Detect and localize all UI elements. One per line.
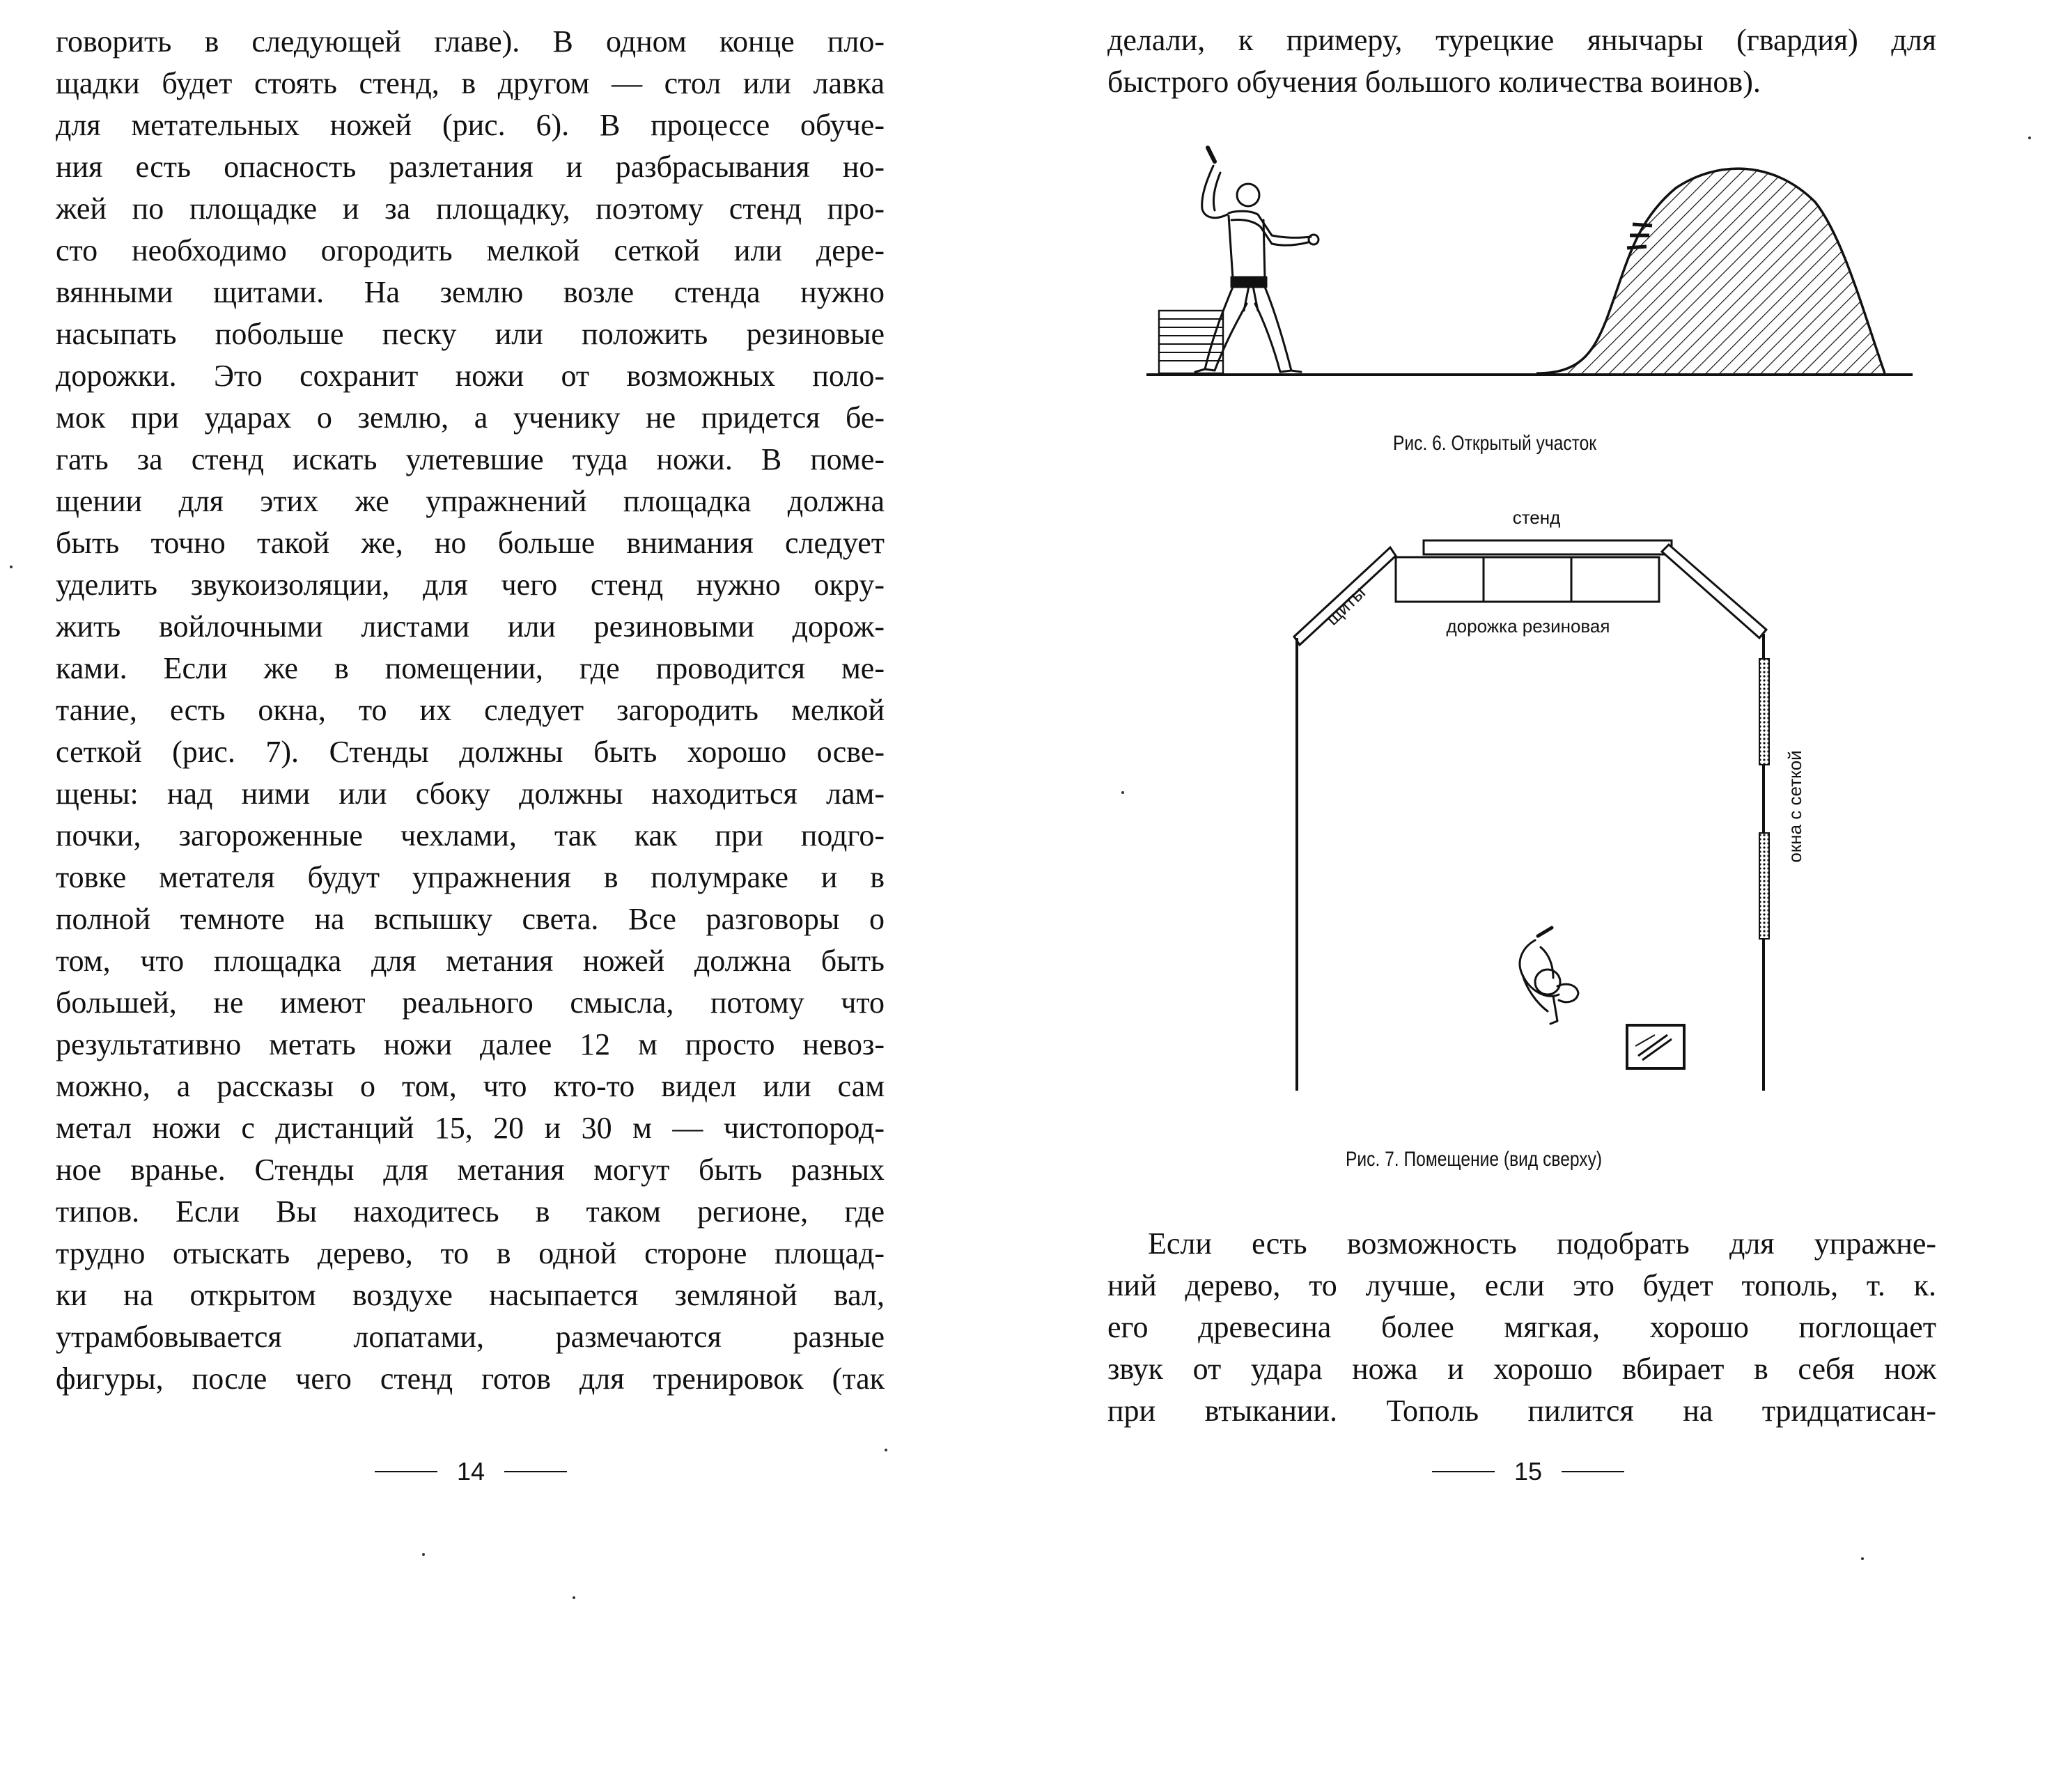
text-line: утрамбовывается лопатами, размечаются разные <box>56 1320 885 1354</box>
text-line: вянными щитами. На землю возле стенда нужно <box>56 275 885 309</box>
text-line: жить войлочными листами или резиновыми дорож- <box>56 609 885 644</box>
text-line: делали, к примеру, турецкие янычары (гвардия) для <box>1107 23 1936 57</box>
text-line: его древесина более мягкая, хорошо поглощает <box>1107 1310 1936 1344</box>
scan-speck <box>2028 137 2031 139</box>
text-line: типов. Если Вы находитесь в таком регионе, где <box>56 1194 885 1229</box>
text-line: мок при ударах о землю, а ученику не придется бе- <box>56 400 885 435</box>
figure-6-open-area <box>1146 146 1940 397</box>
scan-speck <box>573 1596 575 1599</box>
scan-speck <box>422 1553 425 1556</box>
text-line: ное вранье. Стенды для метания могут быть разных <box>56 1153 885 1187</box>
right-page-top-text <box>1107 20 1936 103</box>
knife-thrower-figure-icon <box>1195 148 1318 372</box>
scan-speck <box>885 1449 887 1451</box>
earth-mound-stand-icon <box>1523 153 1913 376</box>
scan-speck <box>1121 791 1124 794</box>
text-line: сто необходимо огородить мелкой сеткой или дере- <box>56 233 885 267</box>
scan-speck <box>10 566 13 568</box>
text-line: жей по площадке и за площадку, поэтому стенд про- <box>56 192 885 226</box>
figure-7-room-plan <box>1286 494 1805 1107</box>
text-line: щении для этих же упражнений площадка должна <box>56 484 885 518</box>
text-line: быть точно такой же, но больше внимания следует <box>56 526 885 560</box>
text-line: щены: над ними или сбоку должны находиться лам- <box>56 777 885 811</box>
right-shield <box>1662 545 1766 638</box>
text-line: результативно метать ножи далее 12 м просто невоз- <box>56 1027 885 1061</box>
figure-7-caption: Рис. 7. Помещение (вид сверху) <box>1346 1148 1603 1171</box>
text-line: звук от удара ножа и хорошо вбирает в себя нож <box>1107 1352 1936 1386</box>
page-number-left <box>375 1457 567 1486</box>
page-number-text: 14 <box>457 1457 485 1486</box>
text-line: трудно отыскать дерево, то в одной стороне площад- <box>56 1236 885 1270</box>
text-line: Если есть возможность подобрать для упражне- <box>1148 1226 1936 1261</box>
folio-rule <box>375 1471 437 1472</box>
text-line: сеткой (рис. 7). Стенды должны быть хорошо осве- <box>56 735 885 769</box>
folio-rule <box>1432 1471 1495 1472</box>
text-line: большей, не имеют реального смысла, потому что <box>56 985 885 1020</box>
window-mesh-icon <box>1759 659 1769 765</box>
stand-rect <box>1424 540 1672 554</box>
windows-label: окна с сеткой <box>1784 750 1805 863</box>
shields-label: щиты <box>1321 582 1370 630</box>
text-line: тание, есть окна, то их следует загородить мелкой <box>56 693 885 727</box>
text-line: том, что площадка для метания ножей должна быть <box>56 944 885 978</box>
text-line: ками. Если же в помещении, где проводится ме- <box>56 651 885 685</box>
text-line: ния есть опасность разлетания и разбрасывания но- <box>56 150 885 184</box>
text-line: уделить звукоизоляции, для чего стенд нужно окру- <box>56 568 885 602</box>
page-number-right <box>1432 1457 1624 1486</box>
text-line: товке метателя будут упражнения в полумраке и в <box>56 860 885 894</box>
text-line: метал ножи с дистанций 15, 20 и 30 м — чистопород- <box>56 1111 885 1145</box>
window-mesh-icon <box>1759 833 1769 939</box>
page-number-text: 15 <box>1514 1457 1543 1486</box>
text-line: почки, загороженные чехлами, так как при подго- <box>56 818 885 852</box>
text-line: быстрого обучения большого количества воинов). <box>1107 65 1761 99</box>
right-page <box>1035 0 2070 1792</box>
text-line: говорить в следующей главе). В одном конце пло- <box>56 24 885 59</box>
scan-speck <box>1861 1557 1864 1560</box>
text-line: фигуры, после чего стенд готов для тренировок (так <box>56 1362 885 1396</box>
thrower-top-view-icon <box>1520 928 1578 1024</box>
text-line: при втыкании. Тополь пилится на тридцатисан- <box>1107 1394 1936 1428</box>
text-line: щадки будет стоять стенд, в другом — стол или лавка <box>56 66 885 100</box>
left-page-body <box>56 21 885 1400</box>
text-line: насыпать побольше песку или положить резиновые <box>56 317 885 351</box>
stand-label: стенд <box>1512 507 1561 528</box>
text-line: ки на открытом воздухе насыпается земляной вал, <box>56 1278 885 1312</box>
text-line: дорожки. Это сохранит ножи от возможных поло- <box>56 359 885 393</box>
figure-6-caption: Рис. 6. Открытый участок <box>1393 432 1597 455</box>
text-line: полной темноте на вспышку света. Все разговоры о <box>56 902 885 936</box>
rubber-track-rects <box>1396 557 1659 602</box>
text-line: ний дерево, то лучше, если это будет тополь, т. к. <box>1107 1268 1936 1302</box>
folio-rule <box>504 1471 567 1472</box>
text-line: гать за стенд искать улетевшие туда ножи. В поме- <box>56 442 885 476</box>
right-page-bottom-text <box>1107 1223 1936 1432</box>
rubber-track-label: дорожка резиновая <box>1446 616 1610 637</box>
folio-rule <box>1562 1471 1624 1472</box>
text-line: для метательных ножей (рис. 6). В процессе обуче- <box>56 108 885 142</box>
knife-table-top-view-icon <box>1627 1025 1684 1068</box>
text-line: можно, а рассказы о том, что кто-то видел или сам <box>56 1069 885 1103</box>
